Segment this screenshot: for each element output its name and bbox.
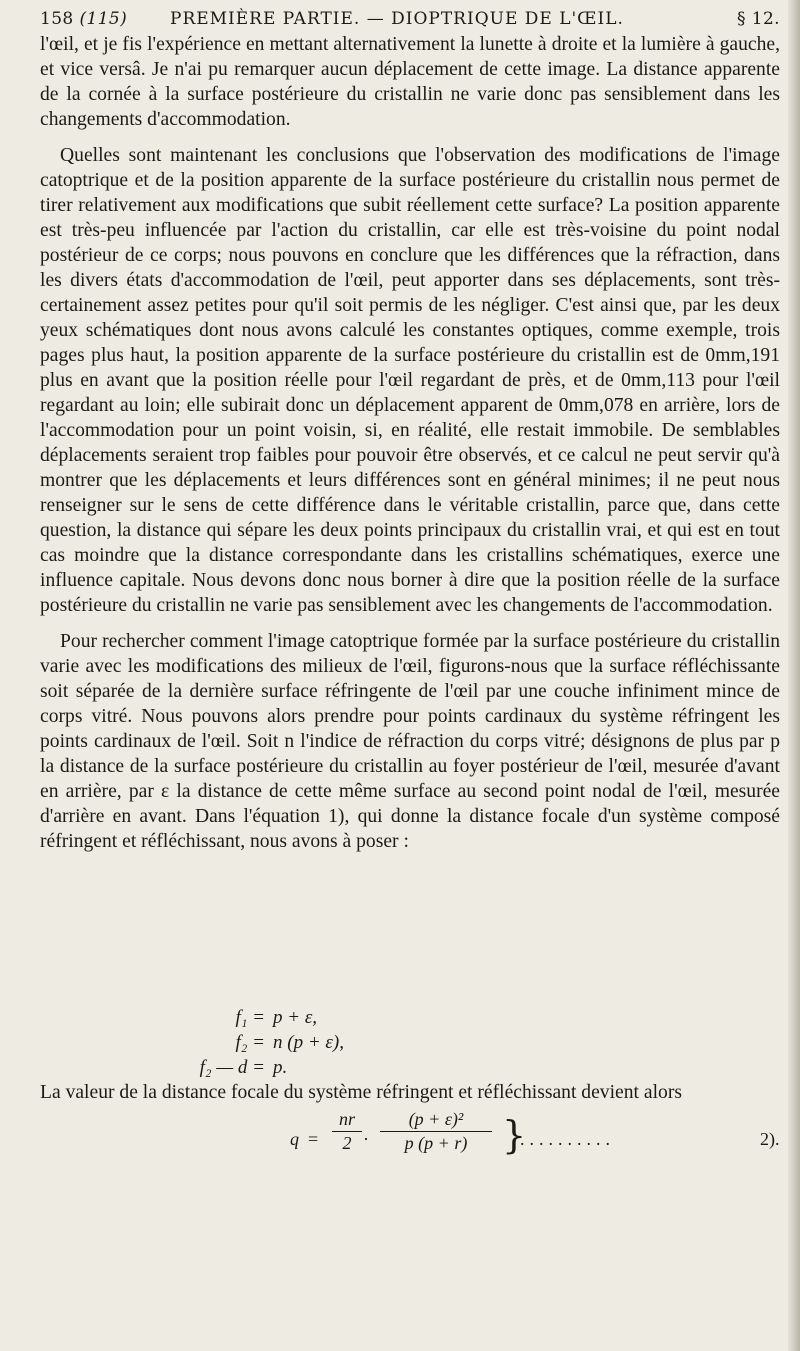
leader-dots: .......... (520, 1129, 615, 1149)
paragraph-3: Pour rechercher comment l'image catoptrique formée par la surface postérieure du cristallin varie avec les modifications des milieux de l'œil, figurons-nous que la surface réfléchissante soit séparée de la dernière surface réfringente de l'œil par une couche infiniment mince de corps vitré. Nous pouvons alors prendre pour points cardinaux du système réfringent les points cardinaux de l'œil. Soit n l'indice de réfraction du corps vitré; désignons de plus par p la distance de la surface postérieure du cristallin au foyer postérieur de l'œil, mesurée d'avant en arrière, par ε la distance de cette même surface au second point nodal de l'œil, mesurée d'arrière en avant. Dans l'équation 1), qui donne la distance focale d'un système composé réfringent et réfléchissant, nous avons à poser : (40, 631, 780, 852)
body-text (40, 32, 780, 865)
equation-block (195, 1005, 344, 1080)
fraction-bar (380, 1131, 492, 1132)
section-number: § 12. (737, 9, 780, 29)
formula-lhs: q (290, 1129, 299, 1149)
equation-rhs: n (p + ε), (273, 1032, 344, 1053)
multiplication-dot: · (363, 1129, 369, 1149)
fraction-nr-over-2 (332, 1109, 362, 1154)
equation-lhs: f₁ = (235, 1007, 265, 1028)
fraction-denominator: 2 (342, 1133, 352, 1153)
equation-rhs: p. (273, 1057, 288, 1078)
fraction-bar (332, 1131, 362, 1132)
fraction-main (380, 1109, 492, 1154)
running-header (40, 6, 780, 32)
focal-length-formula (290, 1107, 780, 1171)
equation-number: 2). (760, 1129, 780, 1149)
fraction-denominator: p (p + r) (404, 1133, 468, 1153)
formula-equals: = (308, 1129, 319, 1149)
page-edge-shadow (788, 0, 800, 1351)
equation-lhs: f₂ = (235, 1032, 265, 1053)
page-number: 158 (115) (40, 9, 128, 29)
fraction-numerator: (p + ε)² (408, 1109, 464, 1129)
original-page-number: (115) (79, 9, 128, 29)
equation-row (195, 1055, 344, 1080)
conclusion-line: La valeur de la distance focale du système réfringent et réfléchissant devient alors (40, 1082, 682, 1103)
running-title: PREMIÈRE PARTIE. — DIOPTRIQUE DE L'ŒIL. (170, 9, 624, 29)
equation-row (195, 1005, 344, 1030)
equation-row (195, 1030, 344, 1055)
equation-rhs: p + ε, (273, 1007, 318, 1028)
right-brace: } (502, 1113, 527, 1157)
paragraph-1: l'œil, et je fis l'expérience en mettant alternativement la lunette à droite et la lumière à gauche, et vice versâ. Je n'ai pu remarquer aucun déplacement de cette image. La distance apparente de la cornée à la surface postérieure du cristallin ne varie donc pas sensiblement dans les changements d'accommodation. (40, 34, 780, 130)
fraction-numerator: nr (338, 1109, 355, 1129)
equation-lhs: f₂ — d = (199, 1057, 265, 1078)
paragraph-2: Quelles sont maintenant les conclusions que l'observation des modifications de l'image catoptrique et de la position apparente de la surface postérieure du cristallin nous permet de tirer relativement aux modifications que subit réellement cette surface? La position apparente est très-peu influencée par l'action du cristallin, car elle est très-voisine du point nodal postérieur de ce corps; nous pouvons en conclure que les différences que la réfraction, dans les divers états d'accommodation de l'œil, peut apporter dans ses déplacements, sont très-certainement assez petites pour qu'il soit permis de les négliger. C'est ainsi que, par les deux yeux schématiques dont nous avons calculé les constantes optiques, comme exemple, trois pages plus haut, la position apparente de la surface postérieure du cristallin est de 0mm,191 plus en avant que la position réelle pour l'œil regardant de près, et de 0mm,113 pour l'œil regardant au loin; elle subirait donc un déplacement apparent de 0mm,078 en arrière, lors de l'accommodation pour un point voisin, si, en réalité, elle restait immobile. De semblables déplacements seraient trop faibles pour pouvoir être observés, et ce calcul ne peut servir qu'à montrer que les déplacements et leurs différences sont en général minimes; il ne peut nous renseigner sur le sens de cette différence dans le véritable cristallin, parce que, dans cette question, la distance qui sépare les deux points principaux du cristallin vrai, et qui est en tout cas moindre que la distance correspondante dans les cristallins schématiques, exerce une influence capitale. Nous devons donc nous borner à dire que la position réelle de la surface postérieure du cristallin ne varie pas sensiblement avec les changements de l'accommodation. (40, 145, 780, 616)
